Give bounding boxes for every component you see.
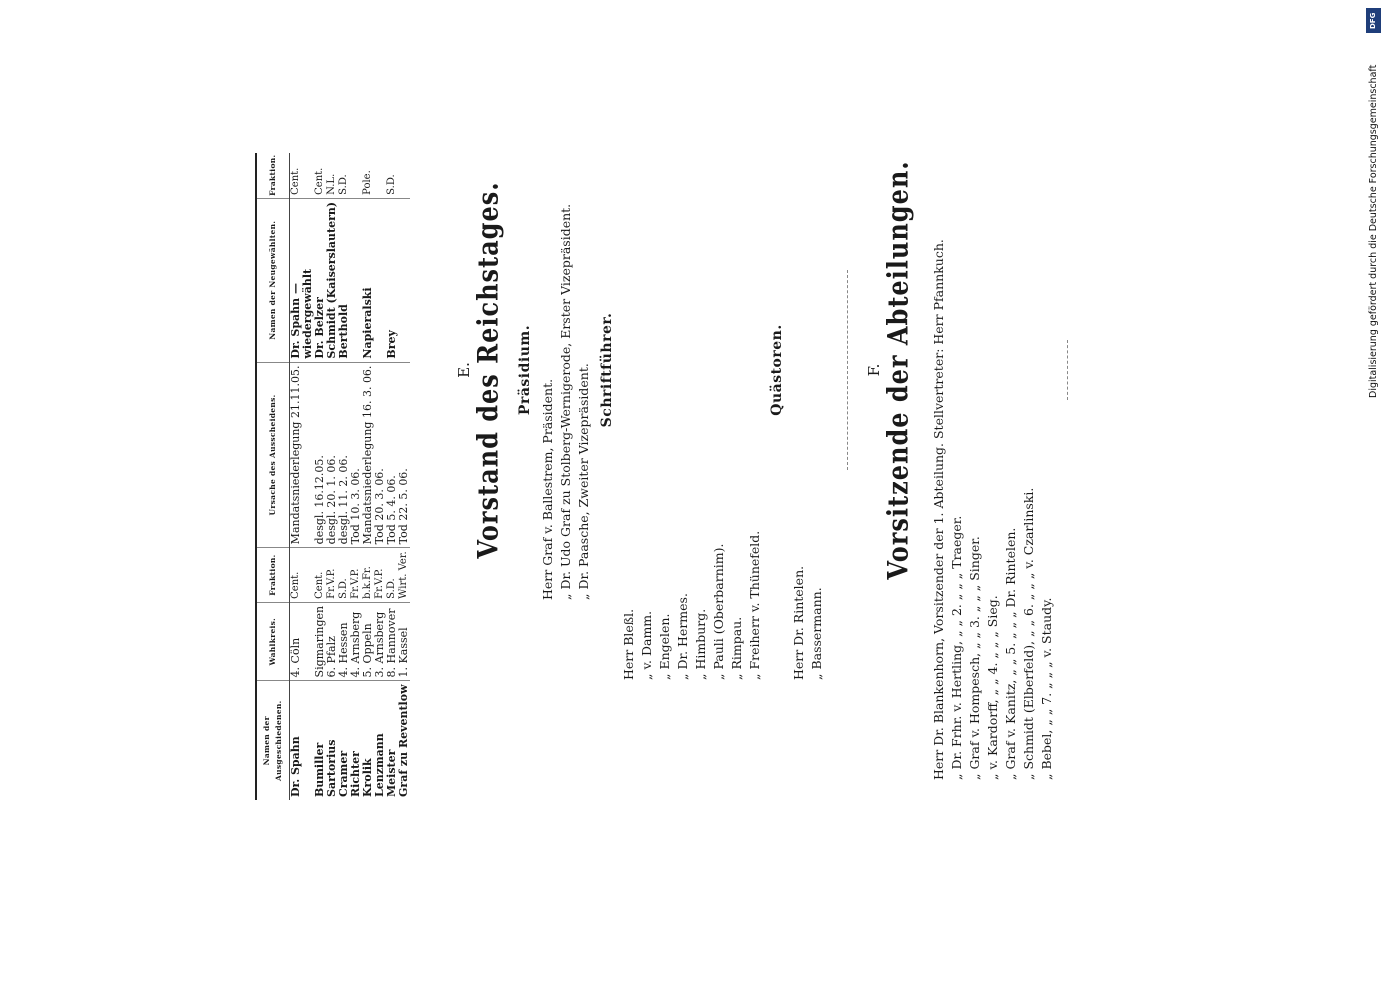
schriftfuehrer-line-5: „ Himburg. (693, 608, 708, 680)
table-cell (398, 153, 410, 199)
table-cell: 8. Hannover (386, 602, 398, 681)
quaestoren-heading: Quästoren. (769, 324, 785, 416)
table-cell: 5. Oppeln (362, 602, 374, 681)
schriftfuehrer-heading: Schriftführer. (599, 312, 615, 428)
table-cell: S.D. (386, 153, 398, 199)
f-row-3: „ Graf v. Hompesch, „ „ 3. „ „ „ Singer. (967, 536, 982, 780)
table-cell: Tod 10. 3. 06. (350, 362, 362, 548)
section-divider (847, 270, 848, 470)
schriftfuehrer-line-8: „ Freiherr v. Thünefeld. (747, 530, 762, 680)
table-cell: 4. Arnsberg (350, 602, 362, 681)
table-cell: N.L. (326, 153, 338, 199)
table-cell (398, 198, 410, 362)
table-cell: Tod 22. 5. 06. (398, 362, 410, 548)
quaestoren-line-1: Herr Dr. Rintelen. (791, 565, 806, 680)
table-row (290, 153, 303, 800)
table-cell: desgl. 11. 2. 06. (338, 362, 350, 548)
table-cell (302, 153, 314, 199)
praesidium-line-1: Herr Graf v. Ballestrem, Präsident. (540, 378, 555, 600)
dfg-caption-text: Digitalisierung gefördert durch die Deutsche Forschungsgemeinschaft (1368, 64, 1379, 398)
table-cell: Cent. (314, 548, 326, 603)
table-cell: Cramer (337, 750, 350, 797)
table-cell: Tod 5. 4. 06. (386, 362, 398, 548)
section-f-letter: F. (865, 363, 883, 377)
table-cell: Brey (386, 198, 398, 362)
praesidium-line-3: „ Dr. Paasche, Zweiter Vizepräsident. (576, 363, 591, 600)
table-cell: S.D. (338, 153, 350, 199)
table-cell: Cent. (290, 548, 303, 603)
table-row (398, 153, 410, 800)
schriftfuehrer-line-4: „ Dr. Hermes. (675, 593, 690, 680)
changes-table (255, 153, 410, 800)
table-cell: Fr.V.P. (374, 548, 386, 603)
table-cell: S.D. (386, 548, 398, 603)
table-cell: Sigmaringen (314, 602, 326, 681)
table-cell: 4. Hessen (338, 602, 350, 681)
quaestoren-line-2: „ Bassermann. (809, 587, 824, 680)
table-cell: Mandatsniederlegung 21.11.05. (290, 362, 303, 548)
col-header-ursache: Ursache des Ausscheidens. (256, 362, 290, 548)
table-cell: Tod 20. 3. 06. (374, 362, 386, 548)
table-header-row (256, 153, 290, 800)
table-cell: Pole. (362, 153, 374, 199)
table-cell: 3. Arnsberg (374, 602, 386, 681)
col-header-fraktion-neu: Fraktion. (256, 153, 290, 199)
table-cell: Napieralski (362, 198, 374, 362)
table-cell: 4. Cöln (290, 602, 303, 681)
section-e-letter: E. (455, 362, 473, 378)
table-cell: desgl. 16.12.05. (314, 362, 326, 548)
schriftfuehrer-line-6: „ Pauli (Oberbarnim). (711, 543, 726, 680)
praesidium-line-2: „ Dr. Udo Graf zu Stolberg-Wernigerode, Erster Vizepräsident. (558, 203, 573, 600)
rotated-document-sheet (255, 154, 1115, 800)
table-cell: Cent. (290, 153, 303, 199)
table-cell: Mandatsniederlegung 16. 3. 06. (362, 362, 374, 548)
schriftfuehrer-line-1: Herr Bleßl. (621, 608, 636, 680)
dfg-logo: DFG (1366, 8, 1381, 33)
col-header-wahlkreis: Wahlkreis. (256, 602, 290, 681)
section-f-title: Vorsitzende der Abteilungen. (880, 160, 915, 580)
table-cell: Dr. Belzer (314, 198, 326, 362)
table-cell: Dr. Spahn — (290, 198, 303, 362)
table-cell: Berthold (338, 198, 350, 362)
f-row-7: „ Bebel, „ „ 7. „ „ „ v. Staudy. (1039, 597, 1054, 780)
f-row-2: „ Dr. Frhr. v. Hertling, „ „ 2. „ „ „ Traeger. (949, 515, 964, 780)
table-cell: b.k.Fr. (362, 548, 374, 603)
table-body (290, 153, 411, 800)
end-rule (1067, 340, 1068, 400)
table-cell (302, 548, 314, 603)
table-cell (374, 153, 386, 199)
section-e-title: Vorstand des Reichstages. (470, 181, 505, 559)
schriftfuehrer-line-3: „ Engelen. (657, 613, 672, 680)
col-header-ausgeschiedene: Namen der Ausgeschiedenen. (256, 681, 290, 800)
table-cell: Bumiller (313, 742, 326, 797)
table-cell: Lenzmann (373, 733, 386, 797)
table-cell: Krolik (361, 758, 374, 797)
praesidium-heading: Präsidium. (517, 324, 533, 416)
table-cell: Meister (385, 749, 398, 797)
dfg-caption (1366, 8, 1382, 398)
schriftfuehrer-line-7: „ Rimpau. (729, 616, 744, 680)
f-row-5: „ Graf v. Kanitz, „ „ 5. „ „ „ Dr. Rintelen. (1003, 527, 1018, 780)
f-row-4: „ v. Kardorff, „ „ 4. „ „ „ Sieg. (985, 595, 1000, 780)
table-cell: desgl. 20. 1. 06. (326, 362, 338, 548)
table-cell: Wirt. Ver. (398, 548, 410, 603)
table-cell: Richter (349, 751, 362, 797)
table-cell: Cent. (314, 153, 326, 199)
col-header-fraktion: Fraktion. (256, 548, 290, 603)
table-cell: 6. Pfalz (326, 602, 338, 681)
table-cell: Schmidt (Kaiserslautern) (326, 198, 338, 362)
f-row-1: Herr Dr. Blankenhorn, Vorsitzender der 1. Abteilung. Stellvertreter: Herr Pfannkuch. (931, 239, 946, 780)
table-cell (350, 153, 362, 199)
table-cell: wiedergewählt (302, 198, 314, 362)
table-cell: Dr. Spahn (289, 736, 302, 797)
table-cell: Fr.V.P. (326, 548, 338, 603)
table-cell: Graf zu Reventlow (397, 684, 410, 797)
table-cell: Fr.V.P. (350, 548, 362, 603)
table-cell: S.D. (338, 548, 350, 603)
table-cell: Sartorius (325, 739, 338, 797)
f-row-6: „ Schmidt (Elberfeld), „ „ 6. „ „ „ v. Czarlinski. (1021, 487, 1036, 780)
table-cell: 1. Kassel (398, 602, 410, 681)
schriftfuehrer-line-2: „ v. Damm. (639, 610, 654, 680)
col-header-neugewaehlte: Namen der Neugewählten. (256, 198, 290, 362)
